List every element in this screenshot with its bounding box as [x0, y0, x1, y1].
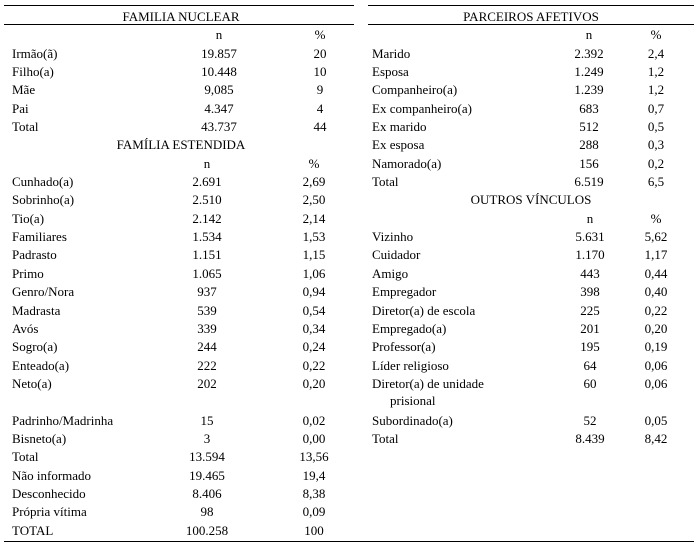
row-pct-value: 0,5	[647, 119, 665, 135]
row-pct-value: 0,7	[647, 100, 665, 116]
row-label: Padrinho/Madrinha	[12, 412, 114, 428]
row-label: Empregado(a)	[372, 320, 447, 336]
row-pct-value: 0,34	[302, 320, 326, 336]
row-label: TOTAL	[12, 522, 54, 538]
row-pct-value: 19,4	[302, 467, 326, 483]
table-row	[8, 173, 354, 191]
row-pct-value: 20	[313, 45, 327, 61]
row-pct-value: 10	[313, 64, 327, 80]
row-n-value: 19.465	[189, 467, 225, 483]
table-row	[368, 136, 694, 154]
row-label: Não informado	[12, 467, 92, 483]
row-pct-value: 13,56	[299, 449, 329, 465]
row-label: Total	[12, 449, 39, 465]
row-pct-value: 2,50	[302, 192, 326, 208]
row-label: Amigo	[372, 265, 409, 281]
table-row	[368, 246, 694, 264]
row-pct-value: 2,69	[302, 174, 326, 190]
table-row	[8, 357, 354, 375]
table-row	[8, 412, 354, 430]
row-label: Enteado(a)	[12, 357, 70, 373]
row-n-value: 15	[200, 412, 214, 428]
table-row	[368, 81, 694, 99]
row-label: Subordinado(a)	[372, 412, 453, 428]
row-pct-value: 1,53	[302, 229, 326, 245]
row-pct-value: 0,22	[644, 302, 668, 318]
outros-vinculos-rows	[368, 228, 694, 448]
row-label: Ex marido	[372, 119, 427, 135]
familia-estendida-header-row	[8, 155, 354, 173]
familia-nuclear-title-row	[8, 8, 354, 26]
col-n-header: n	[586, 210, 594, 226]
row-label: Namorado(a)	[372, 155, 442, 171]
row-n-value: 683	[579, 100, 599, 116]
row-pct-value: 0,02	[302, 412, 326, 428]
row-n-value: 195	[580, 339, 600, 355]
row-label: Própria vítima	[12, 504, 87, 520]
table-row	[8, 100, 354, 118]
table-row	[368, 412, 694, 430]
col-pct-header: %	[650, 27, 662, 43]
row-label: Líder religioso	[372, 357, 449, 373]
row-n-value: 64	[583, 357, 597, 373]
row-n-value: 60	[583, 375, 597, 391]
table-row	[8, 191, 354, 209]
col-n-header: n	[215, 27, 223, 43]
familia-estendida-title-row	[8, 136, 354, 154]
row-label: Filho(a)	[12, 64, 54, 80]
outros-vinculos-title: OUTROS VÍNCULOS	[470, 192, 592, 208]
familia-nuclear-rows	[8, 45, 354, 137]
row-pct-value: 2,4	[647, 45, 665, 61]
row-label: Ex esposa	[372, 137, 425, 153]
row-n-value: 100.258	[185, 522, 229, 538]
right-column	[368, 8, 694, 448]
col-pct-header: %	[314, 27, 326, 43]
familia-nuclear-header-row	[8, 26, 354, 44]
row-n-value: 539	[197, 302, 217, 318]
parceiros-afetivos-rows	[368, 45, 694, 192]
row-n-value: 6.519	[574, 174, 604, 190]
row-n-value: 3	[203, 430, 211, 446]
row-pct-value: 0,06	[644, 375, 668, 391]
familia-estendida-title: FAMÍLIA ESTENDIDA	[116, 137, 246, 153]
table-row	[368, 302, 694, 320]
outros-vinculos-title-row	[368, 191, 694, 209]
row-n-value: 1.065	[192, 265, 222, 281]
row-pct-value: 44	[313, 119, 327, 135]
table-row	[8, 265, 354, 283]
row-label: Primo	[12, 265, 44, 281]
row-label: Mãe	[12, 82, 36, 98]
table-row	[8, 522, 354, 540]
table-row	[8, 448, 354, 466]
row-label: Vizinho	[372, 229, 414, 245]
row-label: Total	[372, 174, 399, 190]
table-row	[8, 430, 354, 448]
row-n-value: 2.142	[192, 210, 222, 226]
table-row	[8, 283, 354, 301]
row-n-value: 937	[197, 284, 217, 300]
row-pct-value: 0,09	[302, 504, 326, 520]
row-pct-value: 0,54	[302, 302, 326, 318]
row-pct-value: 0,20	[302, 375, 326, 391]
row-n-value: 4.347	[204, 100, 234, 116]
row-n-value: 398	[580, 284, 600, 300]
table-row	[8, 503, 354, 521]
familia-estendida-rows	[8, 173, 354, 467]
row-pct-value: 0,20	[644, 320, 668, 336]
row-label: Professor(a)	[372, 339, 436, 355]
row-pct-value: 4	[316, 100, 324, 116]
row-label: Companheiro(a)	[372, 82, 458, 98]
table-row	[8, 320, 354, 338]
row-n-value: 1.249	[574, 64, 604, 80]
col-pct-header: %	[650, 210, 662, 226]
row-pct-value: 100	[304, 522, 324, 538]
row-n-value: 512	[579, 119, 599, 135]
row-n-value: 201	[580, 320, 600, 336]
row-pct-value: 0,44	[644, 265, 668, 281]
row-pct-value: 0,05	[644, 412, 668, 428]
row-n-value: 339	[197, 320, 217, 336]
row-label: Esposa	[372, 64, 409, 80]
row-pct-value: 6,5	[647, 174, 665, 190]
row-pct-value: 0,22	[302, 357, 326, 373]
row-pct-value: 0,94	[302, 284, 326, 300]
familia-nuclear-title: FAMILIA NUCLEAR	[122, 9, 240, 24]
row-n-value: 43.737	[201, 119, 237, 135]
row-pct-value: 0,2	[647, 155, 665, 171]
row-pct-value: 1,2	[647, 82, 665, 98]
row-n-value: 2.691	[192, 174, 222, 190]
table-row	[8, 228, 354, 246]
row-label: Cuidador	[372, 247, 421, 263]
row-n-value: 156	[579, 155, 599, 171]
row-n-value: 8.439	[575, 430, 605, 446]
row-label-line1: Diretor(a) de unidade	[372, 375, 484, 391]
row-n-value: 222	[197, 357, 217, 373]
table-row	[368, 265, 694, 283]
col-n-header: n	[585, 27, 593, 43]
row-label: Bisneto(a)	[12, 430, 67, 446]
row-pct-value: 0,3	[647, 137, 665, 153]
row-n-value: 52	[583, 412, 597, 428]
row-n-value: 5.631	[575, 229, 605, 245]
row-pct-value: 1,17	[644, 247, 668, 263]
row-pct-value: 5,62	[644, 229, 668, 245]
table-row	[368, 228, 694, 246]
row-pct-value: 0,40	[644, 284, 668, 300]
table-row	[368, 375, 694, 412]
row-label: Padrasto	[12, 247, 57, 263]
row-label: Cunhado(a)	[12, 174, 74, 190]
row-n-value: 1.534	[192, 229, 222, 245]
row-n-value: 10.448	[201, 64, 237, 80]
table-row	[8, 375, 354, 393]
row-pct-value: 1,06	[302, 265, 326, 281]
row-pct-value: 1,2	[647, 64, 665, 80]
row-pct-value: 2,14	[302, 210, 326, 226]
row-n-value: 19.857	[201, 45, 237, 61]
row-n-value: 2.510	[192, 192, 222, 208]
row-pct-value: 0,00	[302, 430, 326, 446]
table-row	[8, 118, 354, 136]
row-pct-value: 1,15	[302, 247, 326, 263]
row-label: Sobrinho(a)	[12, 192, 75, 208]
table-row	[8, 45, 354, 63]
top-rule-right	[368, 5, 694, 6]
row-n-value: 98	[200, 504, 214, 520]
parceiros-afetivos-header-row	[368, 26, 694, 44]
row-n-value: 225	[580, 302, 600, 318]
row-label: Total	[12, 119, 39, 135]
row-label: Diretor(a) de escola	[372, 302, 476, 318]
row-n-value: 13.594	[189, 449, 225, 465]
table-row	[8, 246, 354, 264]
col-n-header: n	[203, 155, 211, 171]
row-n-value: 1.170	[575, 247, 605, 263]
table-row	[8, 485, 354, 503]
parceiros-afetivos-title: PARCEIROS AFETIVOS	[463, 9, 599, 24]
row-pct-value: 8,38	[302, 485, 326, 501]
bottom-rule	[4, 541, 694, 542]
table-row	[8, 338, 354, 356]
row-label: Desconhecido	[12, 485, 86, 501]
table-row	[368, 357, 694, 375]
table-row	[368, 63, 694, 81]
outros-vinculos-header-row	[368, 210, 694, 228]
row-pct-value: 0,24	[302, 339, 326, 355]
row-label: Familiares	[12, 229, 67, 245]
table-row	[8, 467, 354, 485]
row-n-value: 2.392	[574, 45, 604, 61]
row-pct-value: 8,42	[644, 430, 668, 446]
row-label: Sogro(a)	[12, 339, 58, 355]
table-row	[368, 45, 694, 63]
table-row	[368, 338, 694, 356]
row-label: Avós	[12, 320, 39, 336]
table-row	[368, 320, 694, 338]
row-n-value: 244	[197, 339, 217, 355]
summary-rows	[8, 467, 354, 540]
row-pct-value: 0,06	[644, 357, 668, 373]
row-label: Marido	[372, 45, 411, 61]
row-pct-value: 0,19	[644, 339, 668, 355]
row-n-value: 288	[579, 137, 599, 153]
row-label-line2: prisional	[390, 392, 436, 408]
row-label: Pai	[12, 100, 29, 116]
left-column	[8, 8, 354, 540]
table-row	[368, 430, 694, 448]
row-n-value: 9,085	[204, 82, 234, 98]
table-row	[8, 81, 354, 99]
row-label: Tio(a)	[12, 210, 45, 226]
row-label	[372, 375, 520, 409]
table-row	[368, 100, 694, 118]
table-row	[8, 210, 354, 228]
row-label: Ex companheiro(a)	[372, 100, 472, 116]
row-label: Irmão(ã)	[12, 45, 58, 61]
table-row	[368, 155, 694, 173]
table-row	[368, 118, 694, 136]
row-label: Genro/Nora	[12, 284, 75, 300]
row-label: Neto(a)	[12, 375, 52, 391]
row-n-value: 8.406	[192, 485, 222, 501]
row-label: Empregador	[372, 284, 437, 300]
table-row	[8, 63, 354, 81]
row-n-value: 1.239	[574, 82, 604, 98]
table-row	[368, 173, 694, 191]
table-row	[368, 283, 694, 301]
row-pct-value: 9	[316, 82, 324, 98]
parceiros-afetivos-title-row	[368, 8, 694, 26]
top-rule-left	[4, 5, 354, 6]
row-n-value: 202	[197, 375, 217, 391]
table-row	[8, 302, 354, 320]
row-label: Total	[372, 430, 399, 446]
row-label: Madrasta	[12, 302, 61, 318]
row-n-value: 1.151	[192, 247, 222, 263]
col-pct-header: %	[308, 155, 320, 171]
row-n-value: 443	[580, 265, 600, 281]
spacer-row	[8, 393, 354, 411]
